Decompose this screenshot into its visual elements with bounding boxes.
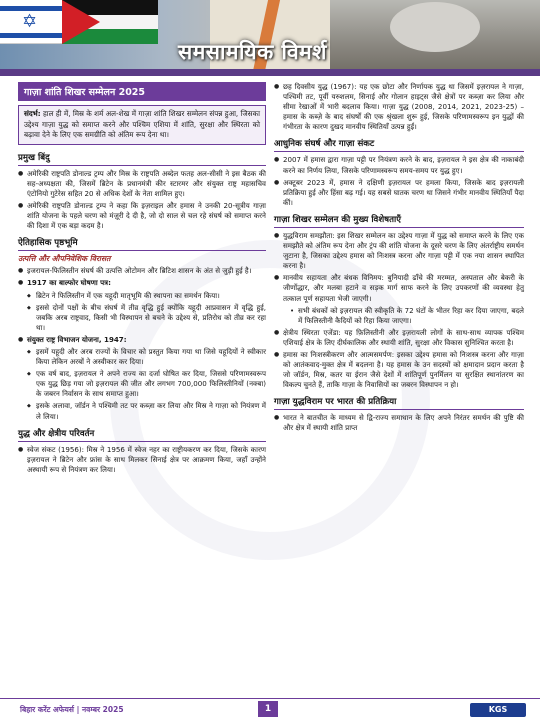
list-item: ● अमेरिकी राष्ट्रपति डोनाल्ड ट्रम्प और मिस्र के राष्ट्रपति अब्देल फतह अल-सीसी ने इस बैठक की सह-अध्यक्षता की, जिसमें ब्रिटेन के प्रधानमंत्री कीर स्टारमर और संयुक्त राष्ट्र महासचिव एंटोनियो गुटेरेस सहित 20 से अधिक देशों के नेता शामिल हुए।: [18, 169, 266, 199]
wars-list: [18, 445, 266, 475]
list-item: ● इजरायल-फिलिस्तीन संघर्ष की उत्पत्ति ओटोमन और ब्रिटिश शासन के अंत से जुड़ी हुई है।: [18, 266, 266, 276]
city-smoke-image: [330, 0, 540, 76]
list-item: ● मानवीय सहायता और बंधक विनिमय: बुनियादी ढाँचे की मरम्मत, अस्पताल और बेकरी के जीर्णोद्धार, और मलबा हटाने व सड़क मार्ग साफ करने के लिए उपकरणों की व्यवस्था हेतु तत्काल पूर्ण सहायता भेजी जाएगी।: [274, 273, 524, 303]
section-title-history: ऐतिहासिक पृष्ठभूमि: [18, 236, 266, 251]
list-item: ● संयुक्त राष्ट्र विभाजन योजना, 1947:: [18, 335, 266, 345]
list-item: ● हमास का निःशस्त्रीकरण और आत्मसमर्पण: इसका उद्देश्य हमास को निःशस्त्र करना और गाज़ा को आतंकवाद-मुक्त क्षेत्र में बदलना है। यह हमास के उन सदस्यों को क्षमादान प्रदान करता है जो जॉर्डन, मिस्र, कतर या ईरान जैसे देशों में शांतिपूर्ण पुनर्मिलन या सुरक्षित स्थानांतरण का विकल्प चुनते हैं, ताकि गाज़ा के निवासियों का जबरन विस्थापन न हो।: [274, 350, 524, 390]
summary-label: संदर्भ:: [24, 109, 41, 118]
section-title-summit-features: गाज़ा शिखर सम्मेलन की मुख्य विशेषताएँ: [274, 213, 524, 228]
list-item: ● क्षेत्रीय स्थिरता एजेंडा: यह फ़िलिस्तीनी और इज़रायली लोगों के साथ-साथ व्यापक पश्चिम एशियाई क्षेत्र के लिए दीर्घकालिक और स्थायी शांति, सुरक्षा और विकास सुनिश्चित करता है।: [274, 328, 524, 348]
section-title-modern-conflict: आधुनिक संघर्ष और गाज़ा संकट: [274, 137, 524, 152]
modern-conflict-list: [274, 155, 524, 207]
summary-box: [18, 105, 266, 145]
list-item: ● अक्टूबर 2023 में, हमास ने दक्षिणी इज़रायल पर हमला किया, जिसके बाद इज़रायली प्रतिक्रिया हुई और हिंसा बढ़ गई। यह सबसे घातक चरण था जिसने गंभीर मानवीय स्थितियाँ पैदा कीं।: [274, 178, 524, 208]
list-item: ● स्वेज संकट (1956): मिस्र ने 1956 में स्वेज नहर का राष्ट्रीयकरण कर दिया, जिसके कारण इज़रायल ने ब्रिटेन और फ्रांस के साथ मिलकर सिनाई क्षेत्र पर आक्रमण किया, जहाँ उन्होंने अस्थायी रूप से नियंत्रण कर लिया।: [18, 445, 266, 475]
page-title: समसामयिक विमर्श: [178, 40, 327, 64]
list-item: • सभी बंधकों को इज़रायल की स्वीकृति के 72 घंटों के भीतर रिहा कर दिया जाएगा, बदले में फिलिस्तीनी कैदियों को रिहा किया जाएगा।: [274, 306, 524, 326]
section-title-wars: युद्ध और क्षेत्रीय परिवर्तन: [18, 427, 266, 442]
footer-publication: बिहार करेंट अफेयर्स | नवम्बर 2025: [20, 705, 124, 714]
palestine-flag-icon: [62, 0, 158, 44]
list-item: ◆ एक वर्ष बाद, इज़रायल ने अपने राज्य का दर्जा घोषित कर दिया, जिससे परिणामस्वरूप एक युद्ध छिड़ गया जो इज़रायल की जीत और लगभग 700,000 फिलिस्तीनियों (नक्बा) के जबरन निर्वासन के साथ समाप्त हुआ।: [18, 369, 266, 399]
list-item: ◆ इसमें यहूदी और अरब राज्यों के विचार को प्रस्तुत किया गया था जिसे यहूदियों ने स्वीकार किया लेकिन अरबों ने अस्वीकार कर दिया।: [18, 347, 266, 367]
list-item: ● युद्धविराम समझौता: इस शिखर सम्मेलन का उद्देश्य गाज़ा में युद्ध को समाप्त करने के लिए एक समझौते को अंतिम रूप देना और ट्रंप की शांति योजना के दूसरे चरण के लिए अंतर्राष्ट्रीय समर्थन जुटाना है, जिसका उद्देश्य हमास को निःशस्त्र करना और गाज़ा पट्टी में एक नया शासन स्थापित करना है।: [274, 231, 524, 271]
israel-flag-icon: ✡: [0, 0, 62, 44]
india-response-list: [274, 413, 524, 433]
header-band: [0, 69, 540, 76]
page-footer: [0, 698, 540, 720]
article-heading: गाज़ा शांति शिखर सम्मेलन 2025: [18, 82, 266, 101]
list-item: ● 1917 का बाल्फोर घोषणा पत्र:: [18, 278, 266, 288]
key-points-list: [18, 169, 266, 232]
page-header: [0, 0, 540, 76]
list-item: ● छह दिवसीय युद्ध (1967): यह एक छोटा और निर्णायक युद्ध था जिसमें इज़रायल ने गाज़ा, पश्चिमी तट, पूर्वी यरुशलम, सिनाई और गोलान हाइट्स जैसे क्षेत्रों पर कब्ज़ा कर लिया और सीमा रेखाओं में भारी बदलाव किया। गाज़ा युद्ध (2008, 2014, 2021, 2023-25) – हमास के कब्ज़े के बाद संघर्षों की एक श्रृंखला शुरू हुई, जिसके परिणामस्वरूप इन युद्धों की गंभीरता के कारण दुखद मानवीय स्थितियाँ उत्पन्न हुईं।: [274, 82, 524, 132]
section-title-key-points: प्रमुख बिंदु: [18, 151, 266, 166]
list-item: ◆ इसके अलावा, जॉर्डन ने पश्चिमी तट पर कब्ज़ा कर लिया और मिस्र ने गाज़ा को नियंत्रण में ले लिया।: [18, 401, 266, 421]
left-column: [18, 82, 266, 477]
list-item: ● भारत ने बातचीत के माध्यम से द्वि-राज्य समाधान के लिए अपने निरंतर समर्थन की पुष्टि की और क्षेत्र में स्थायी शांति प्राप्त: [274, 413, 524, 433]
subsection-title-origin: उत्पत्ति और औपनिवेशिक विरासत: [18, 254, 111, 264]
page-number: 1: [258, 701, 278, 717]
section-title-india-response: गाज़ा युद्धविराम पर भारत की प्रतिक्रिया: [274, 395, 524, 410]
list-item: ● अमेरिकी राष्ट्रपति डोनाल्ड ट्रम्प ने कहा कि इज़राइल और हमास ने उनकी 20-सूत्रीय गाज़ा शांति योजना के पहले चरण को मंज़ूरी दे दी है, जो दो साल से चल रहे संघर्ष को समाप्त करने की दिशा में एक बड़ा कदम है।: [18, 201, 266, 231]
list-item: ● 2007 में हमास द्वारा गाज़ा पट्टी पर नियंत्रण करने के बाद, इज़रायल ने इस क्षेत्र की नाकाबंदी करने का निर्णय लिया, जिसके परिणामस्वरूप समय-समय पर युद्ध हुए।: [274, 155, 524, 175]
summary-text: हाल ही में, मिस्र के शर्म अल-शेख में गाज़ा शांति शिखर सम्मेलन संपन्न हुआ, जिसका उद्देश्य गाज़ा युद्ध को समाप्त करने और पश्चिम एशिया में शांति, सुरक्षा और स्थिरता को बढ़ावा देने के लिए एक समग्रीति को अंतिम रूप देना था।: [24, 109, 260, 140]
summit-features-list: [274, 231, 524, 390]
right-column: [274, 82, 524, 436]
history-list: [18, 266, 266, 421]
list-item: ◆ ब्रिटेन ने फिलिस्तीन में एक यहूदी मातृभूमि की स्थापना का समर्थन किया।: [18, 291, 266, 301]
list-item: ◆ इससे दोनों पक्षों के बीच संघर्ष में तीव्र वृद्धि हुई क्योंकि यहूदी आप्रवासन में वृद्धि हुई, जबकि अरब राष्ट्रवाद, किसी भी विस्थापन से बचने के उद्देश्य से, प्रतिरोध को तीव्र कर रहा था।: [18, 303, 266, 333]
wars-list-continued: [274, 82, 524, 132]
kgs-logo: KGS: [470, 703, 526, 717]
